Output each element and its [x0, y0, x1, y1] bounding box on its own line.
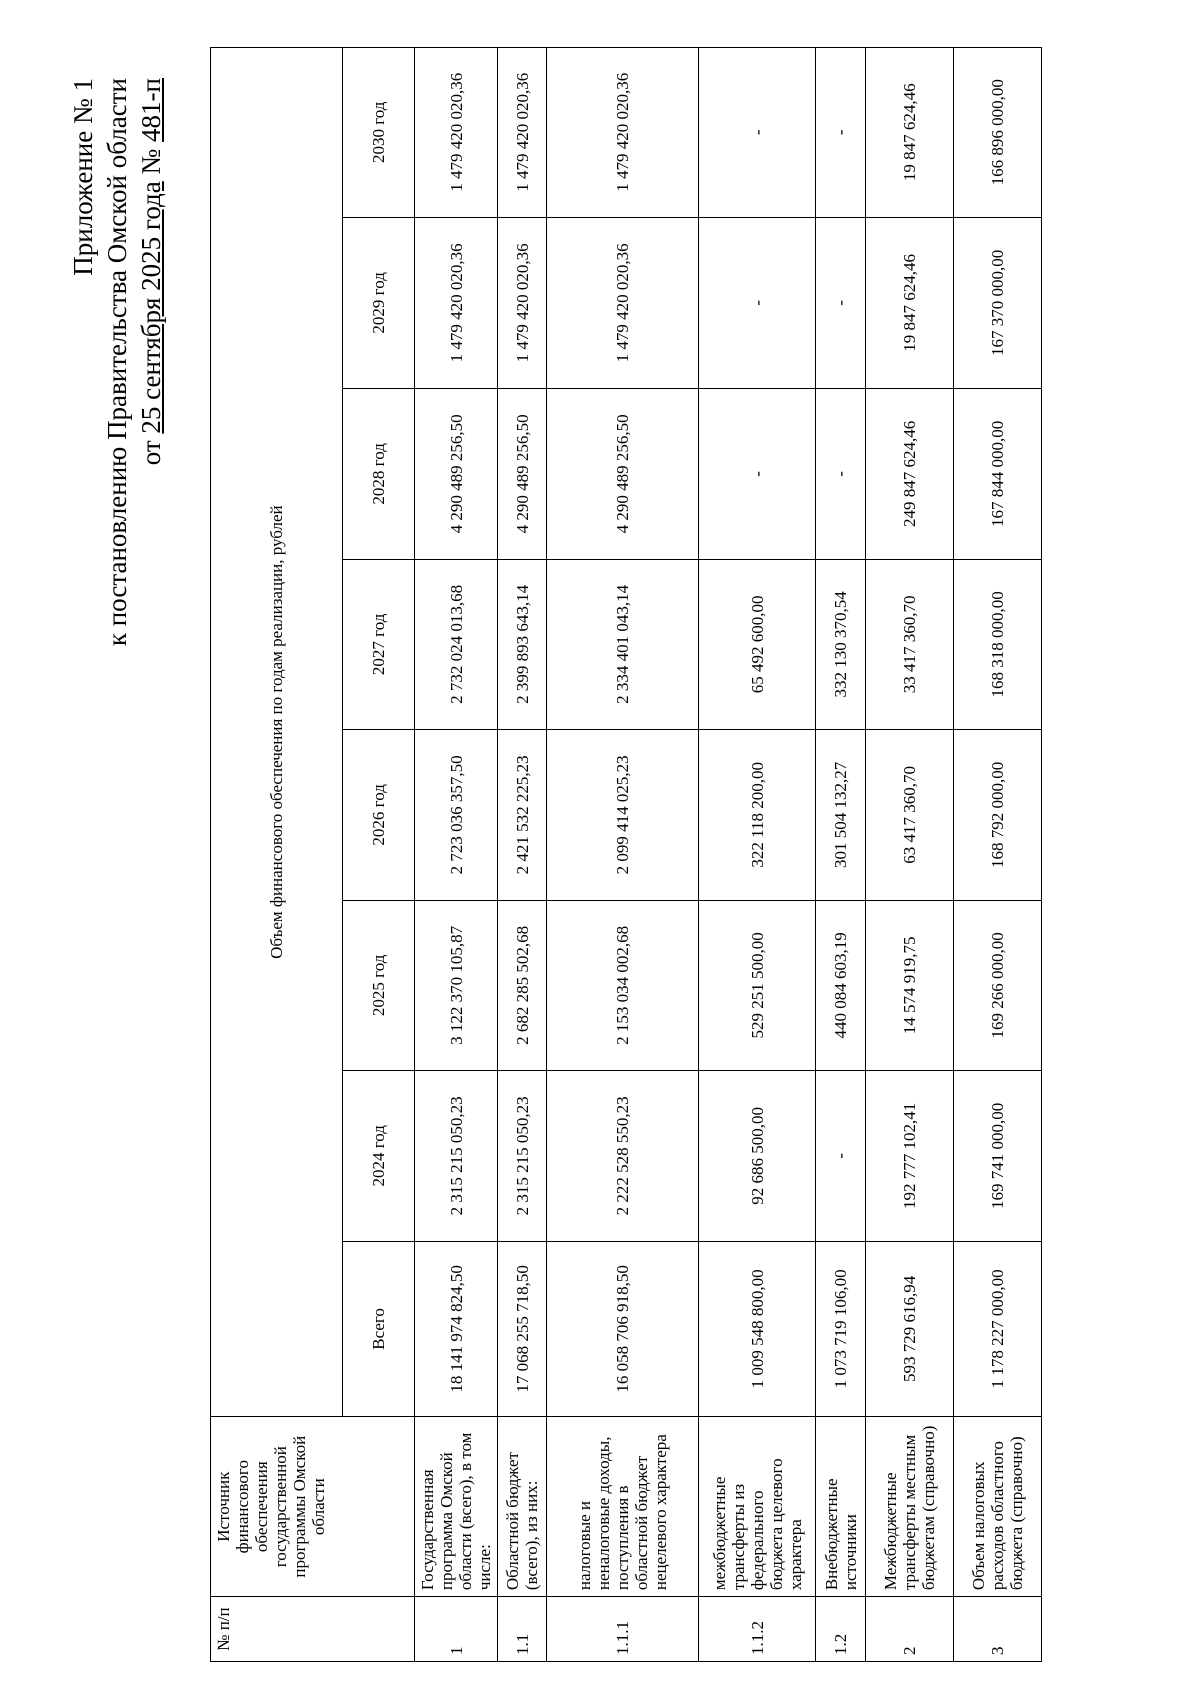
- table-row: [498, 48, 547, 1662]
- cell-total: 1 009 548 800,00: [699, 1241, 816, 1417]
- cell-year-value: 166 896 000,00: [954, 48, 1042, 218]
- cell-year-value: 1 479 420 020,36: [547, 48, 699, 218]
- cell-year-value: 169 266 000,00: [954, 900, 1042, 1070]
- row-number: 1.1: [498, 1597, 547, 1662]
- cell-year-value: 2 153 034 002,68: [547, 900, 699, 1070]
- financing-table: [210, 47, 1042, 1662]
- row-number: 1.2: [816, 1597, 866, 1662]
- cell-year-value: 301 504 132,27: [816, 730, 866, 900]
- cell-year-value: 322 118 200,00: [699, 730, 816, 900]
- cell-year-value: 1 479 420 020,36: [547, 217, 699, 389]
- column-header-total: Всего: [343, 1241, 415, 1417]
- cell-year-value: 1 479 420 020,36: [498, 217, 547, 389]
- appendix-title: Приложение № 1: [68, 78, 98, 276]
- cell-total: 593 729 616,94: [866, 1241, 954, 1417]
- cell-year-value: 63 417 360,70: [866, 730, 954, 900]
- column-header-year: 2024 год: [343, 1071, 415, 1241]
- table-row: [816, 48, 866, 1662]
- table-row: [547, 48, 699, 1662]
- cell-year-value: 92 686 500,00: [699, 1071, 816, 1241]
- row-number: 3: [954, 1597, 1042, 1662]
- cell-year-value: 168 318 000,00: [954, 559, 1042, 729]
- cell-year-value: 2 723 036 357,50: [415, 730, 498, 900]
- cell-year-value: 4 290 489 256,50: [547, 389, 699, 559]
- document-heading: [66, 78, 168, 646]
- cell-year-value: 440 084 603,19: [816, 900, 866, 1070]
- column-header-number: № п/п: [211, 1597, 415, 1662]
- row-source: Государственная программа Омской области (всего), в том числе:: [415, 1417, 498, 1597]
- resolution-date-line: [134, 78, 168, 646]
- date-prefix: от: [136, 433, 166, 466]
- cell-year-value: -: [816, 1071, 866, 1241]
- cell-year-value: 2 315 215 050,23: [498, 1071, 547, 1241]
- resolution-reference: к постановлению Правительства Омской области: [102, 78, 132, 647]
- cell-year-value: 19 847 624,46: [866, 217, 954, 389]
- cell-year-value: 19 847 624,46: [866, 48, 954, 218]
- row-number: 1: [415, 1597, 498, 1662]
- table-row: [866, 48, 954, 1662]
- table-row: [954, 48, 1042, 1662]
- row-source: межбюджетные трансферты из федерального бюджета целевого характера: [699, 1417, 816, 1597]
- cell-total: 18 141 974 824,50: [415, 1241, 498, 1417]
- row-source: налоговые и неналоговые доходы, поступления в областной бюджет нецелевого характера: [547, 1417, 699, 1597]
- cell-year-value: 33 417 360,70: [866, 559, 954, 729]
- cell-year-value: 529 251 500,00: [699, 900, 816, 1070]
- cell-total: 16 058 706 918,50: [547, 1241, 699, 1417]
- cell-year-value: 2 732 024 013,68: [415, 559, 498, 729]
- column-header-year: 2026 год: [343, 730, 415, 900]
- cell-year-value: 332 130 370,54: [816, 559, 866, 729]
- cell-total: 17 068 255 718,50: [498, 1241, 547, 1417]
- cell-year-value: 167 844 000,00: [954, 389, 1042, 559]
- cell-year-value: 4 290 489 256,50: [498, 389, 547, 559]
- cell-year-value: -: [699, 48, 816, 218]
- row-number: 1.1.2: [699, 1597, 816, 1662]
- cell-year-value: 2 222 528 550,23: [547, 1071, 699, 1241]
- cell-year-value: 249 847 624,46: [866, 389, 954, 559]
- cell-year-value: 1 479 420 020,36: [415, 48, 498, 218]
- cell-year-value: 2 334 401 043,14: [547, 559, 699, 729]
- cell-year-value: -: [816, 389, 866, 559]
- cell-year-value: 169 741 000,00: [954, 1071, 1042, 1241]
- resolution-number: 481-п: [136, 78, 166, 142]
- cell-year-value: 168 792 000,00: [954, 730, 1042, 900]
- column-header-year: 2028 год: [343, 389, 415, 559]
- column-header-source: Источник финансового обеспечения государственной программы Омской области: [211, 1417, 415, 1597]
- row-source: Областной бюджет (всего), из них:: [498, 1417, 547, 1597]
- cell-year-value: -: [816, 48, 866, 218]
- column-header-year: 2025 год: [343, 900, 415, 1070]
- cell-year-value: 167 370 000,00: [954, 217, 1042, 389]
- cell-year-value: 14 574 919,75: [866, 900, 954, 1070]
- cell-year-value: 1 479 420 020,36: [498, 48, 547, 218]
- column-header-year: 2030 год: [343, 48, 415, 218]
- cell-year-value: 2 421 532 225,23: [498, 730, 547, 900]
- cell-year-value: 2 315 215 050,23: [415, 1071, 498, 1241]
- cell-total: 1 178 227 000,00: [954, 1241, 1042, 1417]
- cell-year-value: -: [699, 217, 816, 389]
- table-row: [415, 48, 498, 1662]
- number-prefix: №: [136, 141, 166, 182]
- row-source: Межбюджетные трансферты местным бюджетам (справочно): [866, 1417, 954, 1597]
- row-number: 1.1.1: [547, 1597, 699, 1662]
- cell-total: 1 073 719 106,00: [816, 1241, 866, 1417]
- cell-year-value: -: [699, 389, 816, 559]
- cell-year-value: 2 682 285 502,68: [498, 900, 547, 1070]
- cell-year-value: 3 122 370 105,87: [415, 900, 498, 1070]
- row-source: Внебюджетные источники: [816, 1417, 866, 1597]
- cell-year-value: 2 399 893 643,14: [498, 559, 547, 729]
- table-row: [699, 48, 816, 1662]
- row-source: Объем налоговых расходов областного бюджета (справочно): [954, 1417, 1042, 1597]
- cell-year-value: 4 290 489 256,50: [415, 389, 498, 559]
- column-header-year: 2029 год: [343, 217, 415, 389]
- row-number: 2: [866, 1597, 954, 1662]
- column-header-year: 2027 год: [343, 559, 415, 729]
- resolution-date: 25 сентября 2025 года: [136, 181, 166, 434]
- cell-year-value: 2 099 414 025,23: [547, 730, 699, 900]
- cell-year-value: 1 479 420 020,36: [415, 217, 498, 389]
- cell-year-value: 192 777 102,41: [866, 1071, 954, 1241]
- cell-year-value: -: [816, 217, 866, 389]
- column-group-header: Объем финансового обеспечения по годам реализации, рублей: [211, 48, 343, 1417]
- cell-year-value: 65 492 600,00: [699, 559, 816, 729]
